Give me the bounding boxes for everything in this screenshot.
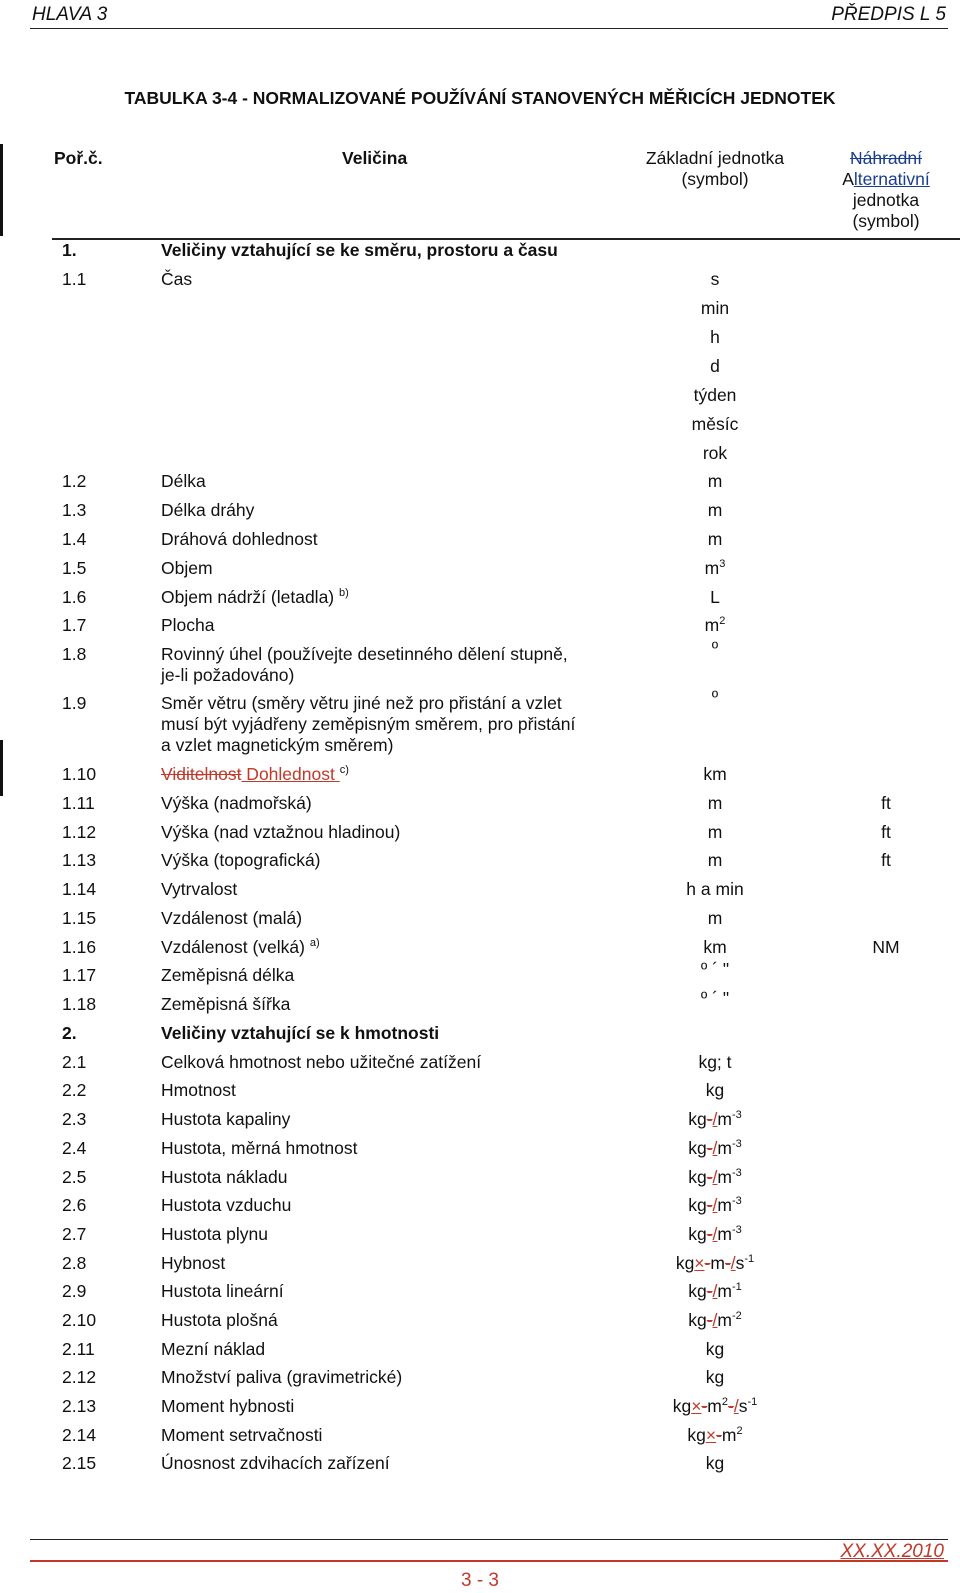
column-header-alternativni: Náhradní Alternativní jednotka (symbol) <box>842 148 930 231</box>
column-header-velicina: Veličina <box>342 148 408 168</box>
change-bar <box>0 740 3 796</box>
regulation-label: PŘEDPIS L 5 <box>831 4 946 25</box>
column-header-poradi: Poř.č. <box>54 148 103 168</box>
change-bar <box>0 144 3 236</box>
page-number: 3 - 3 <box>460 1570 500 1591</box>
footer-divider-red <box>30 1560 948 1562</box>
chapter-label: HLAVA 3 <box>32 4 108 25</box>
column-header-zakladni: Základní jednotka (symbol) <box>645 148 785 189</box>
header-divider <box>30 28 948 29</box>
footer-date: XX.XX.2010 <box>840 1541 944 1562</box>
footer-divider <box>30 1539 948 1540</box>
table-title: TABULKA 3-4 - NORMALIZOVANÉ POUŽÍVÁNÍ STANOVENÝCH MĚŘICÍCH JEDNOTEK <box>124 88 836 108</box>
